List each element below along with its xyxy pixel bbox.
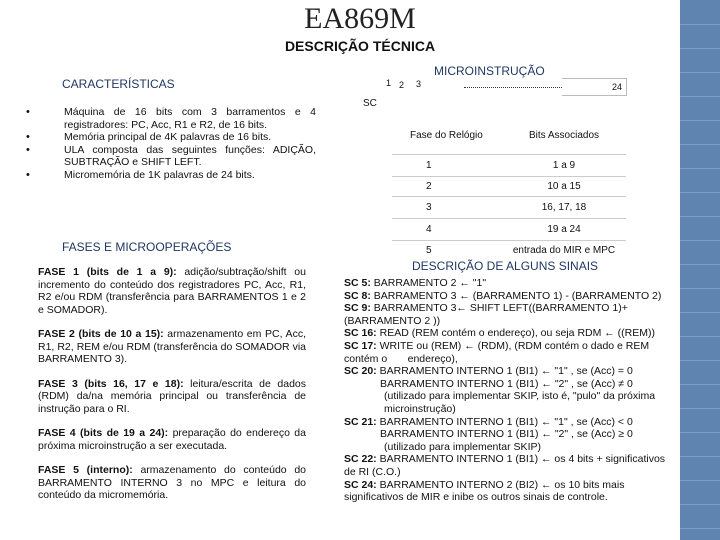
table-cell: 5 [426, 244, 432, 256]
signal-code: SC 20: [344, 365, 377, 378]
bit-label-1: 1 [386, 78, 392, 88]
signal-text: BARRAMENTO INTERNO 1 (BI1) ← "2" , se (Acc) ≠ 0 [380, 377, 633, 390]
microinstrucao-box [562, 78, 627, 96]
signal-code: SC 24: [344, 478, 377, 491]
bit-label-3: 3 [416, 79, 422, 89]
fases-list [38, 266, 306, 514]
fases-table [392, 118, 626, 260]
fase-label: FASE 1 (bits de 1 a 9): [38, 266, 177, 278]
signal-line [344, 390, 666, 415]
caracteristicas-heading: CARACTERÍSTICAS [62, 77, 175, 91]
sc-label: SC [363, 98, 377, 109]
fase-item [38, 378, 306, 416]
caracteristicas-list [24, 106, 316, 181]
fase-item [38, 266, 306, 316]
fase-item [38, 464, 306, 502]
list-item: • Máquina de 16 bits com 3 barramentos e 4 registradores: PC, Acc, R1 e R2, de 16 bits. [24, 106, 316, 131]
microinstrucao-dots [464, 79, 562, 88]
signal-line [344, 340, 666, 365]
decorative-sidebar [680, 0, 720, 540]
signal-line [344, 302, 666, 327]
signal-code: SC 17: [344, 339, 377, 352]
table-cell: 16, 17, 18 [502, 196, 626, 218]
signal-text: BARRAMENTO 3 ← (BARRAMENTO 1) - (BARRAMENTO 2) [370, 289, 662, 302]
fase-text: adição/subtração/shift ou incremento do conteúdo dos registradores PC, Acc, R1, R2 e/ou RDM (transferência para BARRAMENTOS 1 e 2 e SOMADOR). [38, 266, 306, 316]
table-cell: 1 [392, 154, 502, 176]
signal-line [344, 453, 666, 478]
signal-text: BARRAMENTO INTERNO 1 (BI1) ← "1" , se (Acc) < 0 [376, 415, 633, 428]
fase-label: FASE 5 (interno): [38, 464, 133, 476]
signal-text: WRITE ou (REM) ← (RDM), (RDM contém o dado e REM contém o endereço), [344, 339, 653, 365]
signal-code: SC 16: [344, 327, 377, 340]
signal-line [344, 441, 666, 454]
sinais-list [344, 277, 666, 504]
sinais-heading: DESCRIÇÃO DE ALGUNS SINAIS [412, 259, 599, 273]
page-title: EA869M [304, 2, 416, 35]
signal-code: SC 22: [344, 453, 377, 466]
signal-line [344, 365, 666, 378]
list-item: • Memória principal de 4K palavras de 16 bits. [24, 131, 316, 144]
table-cell: 10 a 15 [502, 176, 626, 196]
fase-label: FASE 4 (bits de 19 a 24): [38, 427, 169, 439]
fase-label: FASE 3 (bits 16, 17 e 18): [38, 377, 184, 390]
table-header-row [392, 118, 626, 154]
signal-line [344, 277, 666, 290]
list-item: • Micromemória de 1K palavras de 24 bits. [24, 169, 316, 182]
signal-code: SC 5: [344, 277, 371, 289]
signal-text: BARRAMENTO INTERNO 1 (BI1) ← "1" , se (Acc) = 0 [376, 365, 633, 378]
signal-line [344, 327, 666, 340]
signal-code: SC 21: [344, 415, 377, 428]
table-cell: 2 [392, 176, 502, 196]
fase-text: preparação do endereço da próxima microinstrução a ser executada. [38, 427, 306, 452]
list-item: • ULA composta das seguintes funções: ADIÇÃO, SUBTRAÇÃO e SHIFT LEFT. [24, 144, 316, 169]
signal-text: (utilizado para implementar SKIP) [384, 440, 541, 453]
signal-text: BARRAMENTO 3← SHIFT LEFT((BARRAMENTO 1)+(BARRAMENTO 2 )) [344, 302, 628, 327]
fase-text: armazenamento em PC, Acc, R1, R2, REM e/ou RDM (transferência do SOMADOR via BARRAMENTO 3). [38, 328, 306, 365]
table-row [392, 196, 626, 218]
signal-text: BARRAMENTO INTERNO 2 (BI2) ← os 10 bits mais significativos de MIR e inibe os outros sinais de controle. [344, 478, 628, 504]
table-cell: 19 a 24 [502, 218, 626, 240]
signal-line [344, 290, 666, 303]
table-row [392, 154, 626, 176]
signal-code: SC 9: [344, 302, 371, 315]
signal-line [344, 428, 666, 441]
microinstrucao-heading: MICROINSTRUÇÃO [434, 64, 545, 78]
fase-label: FASE 2 (bits de 10 a 15): [38, 328, 164, 340]
signal-line [344, 416, 666, 429]
signal-text: BARRAMENTO 2 ← "1" [370, 277, 487, 289]
signal-code: SC 8: [344, 289, 371, 302]
fase-text: leitura/escrita de dados (RDM) da/na memória principal ou transferência de instrução para o RI. [38, 377, 307, 415]
table-cell: entrada do MIR e MPC [512, 244, 616, 256]
fase-item [38, 427, 306, 452]
table-row [392, 176, 626, 196]
table-cell: 4 [392, 218, 502, 240]
page-subtitle: DESCRIÇÃO TÉCNICA [284, 38, 436, 54]
table-row [392, 240, 626, 260]
table-row [392, 218, 626, 240]
signal-text: READ (REM contém o endereço), ou seja RDM ← ((REM)) [376, 327, 656, 340]
signal-line [344, 479, 666, 504]
bit-label-2: 2 [399, 80, 405, 90]
fase-text: armazenamento do conteúdo do BARRAMENTO INTERNO 3 no MPC e leitura do conteúdo da micromemória. [38, 464, 307, 501]
table-header: Fase do Relógio [392, 118, 502, 154]
fases-heading: FASES E MICROOPERAÇÕES [62, 240, 232, 254]
table-cell: 1 a 9 [502, 154, 626, 176]
bit-label-24: 24 [611, 82, 622, 92]
table-header: Bits Associados [502, 118, 626, 154]
fase-item [38, 328, 306, 366]
signal-text: (utilizado para implementar SKIP, isto é, "pulo" da próxima microinstrução) [384, 390, 658, 415]
signal-line [344, 378, 666, 391]
signal-text: BARRAMENTO INTERNO 1 (BI1) ← os 4 bits + significativos de RI (C.O.) [344, 453, 668, 478]
signal-text: BARRAMENTO INTERNO 1 (BI1) ← "2" , se (Acc) ≥ 0 [380, 428, 633, 441]
table-cell: 3 [392, 196, 502, 218]
